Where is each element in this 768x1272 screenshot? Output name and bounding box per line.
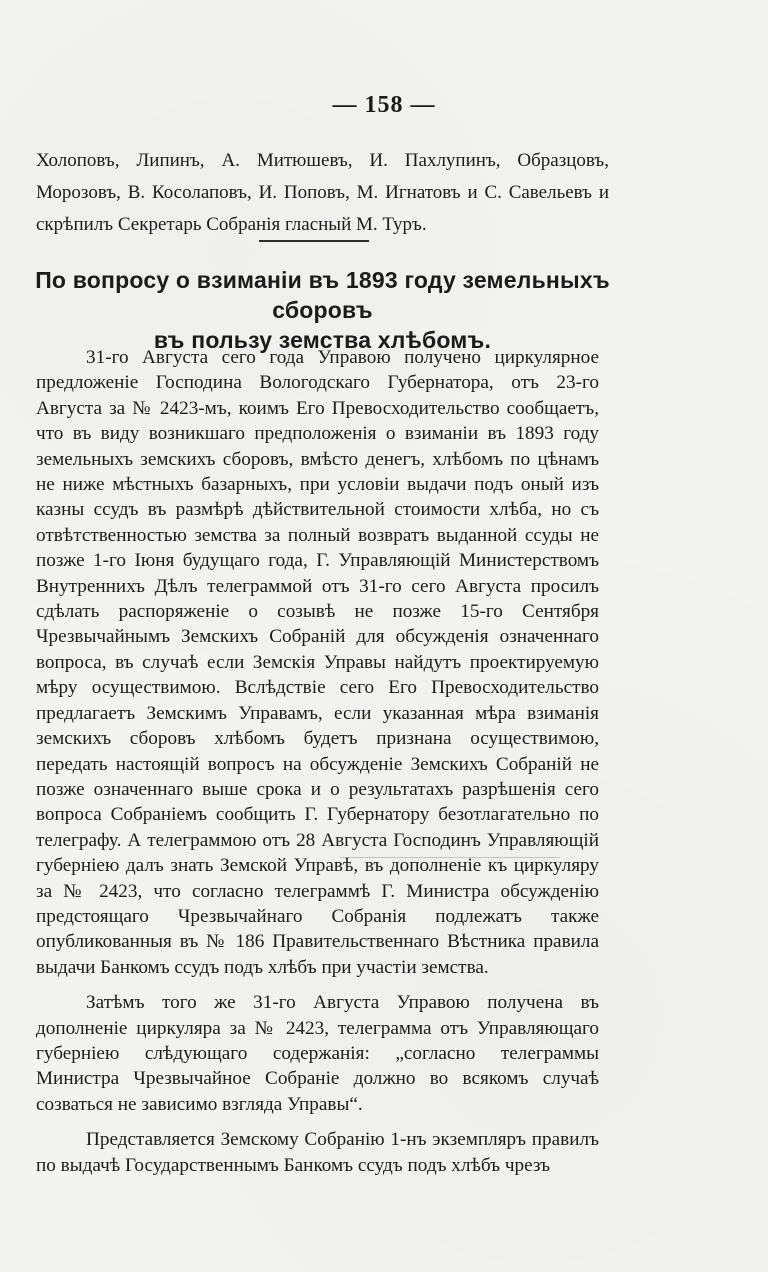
page-number: — 158 —	[332, 92, 436, 118]
paragraph-3: Представляется Земскому Собранію 1-нъ экземпляръ правилъ по выдачѣ Государственнымъ Банкомъ ссудъ подъ хлѣбъ чрезъ	[36, 1129, 599, 1176]
section-heading-line-2: въ пользу земства хлѣбомъ.	[153, 327, 492, 353]
body-text	[36, 345, 599, 1178]
paragraph-2: Затѣмъ того же 31-го Августа Управою получена въ дополненіе циркуляра за № 2423, телеграмма отъ Управляющаго губерніею слѣдующаго содержанія: „согласно телеграммы Министра Чрезвычайное Собраніе должно во всякомъ случаѣ созваться не зависимо взгляда Управы“.	[36, 992, 599, 1115]
section-separator	[259, 240, 369, 242]
paragraph-1: 31-го Августа сего года Управою получено циркулярное предложеніе Господина Вологодскаго Губернатора, отъ 23-го Августа за № 2423-мъ, коимъ Его Превосходительство сообщаетъ, что въ виду возникшаго предположенія о взиманіи въ 1893 году земельныхъ земскихъ сборовъ, вмѣсто денегъ, хлѣбомъ по цѣнамъ не ниже мѣстныхъ базарныхъ, при условіи выдачи подъ оный изъ казны ссудъ въ размѣрѣ дѣйствительной стоимости хлѣба, но съ отвѣтственностью земства за полный возвратъ выданной ссуды не позже 1-го Іюня будущаго года, Г. Управляющій Министерствомъ Внутреннихъ Дѣлъ телеграммой отъ 31-го сего Августа просилъ сдѣлать распоряженіе о созывѣ не позже 15-го Сентября Чрезвычайнымъ Земскихъ Собраній для обсужденія означеннаго вопроса, въ случаѣ если Земскія Управы найдутъ проектируемую мѣру осуществимою. Вслѣдствіе сего Его Превосходительство предлагаетъ Земскимъ Управамъ, если указанная мѣра взиманія земскихъ сборовъ хлѣбомъ будетъ признана осуществимою, передать настоящій вопросъ на обсужденіе Земскихъ Собраній не позже означеннаго выше срока и о результатахъ разрѣшенія сего вопроса Собраніемъ сообщить Г. Губернатору безотлагательно по телеграфу. А телеграммою отъ 28 Августа Господинъ Управляющій губерніею далъ знать Земской Управѣ, въ дополненіе къ циркуляру за № 2423, что согласно телеграммѣ Г. Министра обсужденію предстоящаго Чрезвычайнаго Собранія подлежатъ также опубликованныя въ № 186 Правительственнаго Вѣстника правила выдачи Банкомъ ссудъ подъ хлѣбъ при участіи земства.	[36, 347, 599, 978]
faint-rule	[340, 857, 560, 858]
section-heading-line-1: По вопросу о взиманіи въ 1893 году земельныхъ сборовъ	[35, 267, 610, 323]
intro-paragraph: Холоповъ, Липинъ, А. Митюшевъ, И. Пахлупинъ, Образцовъ, Морозовъ, В. Косолаповъ, И. Поповъ, М. Игнатовъ и С. Савельевъ и скрѣпилъ Секретарь Собранія гласный М. Туръ.	[36, 150, 609, 235]
section-heading	[30, 265, 615, 355]
